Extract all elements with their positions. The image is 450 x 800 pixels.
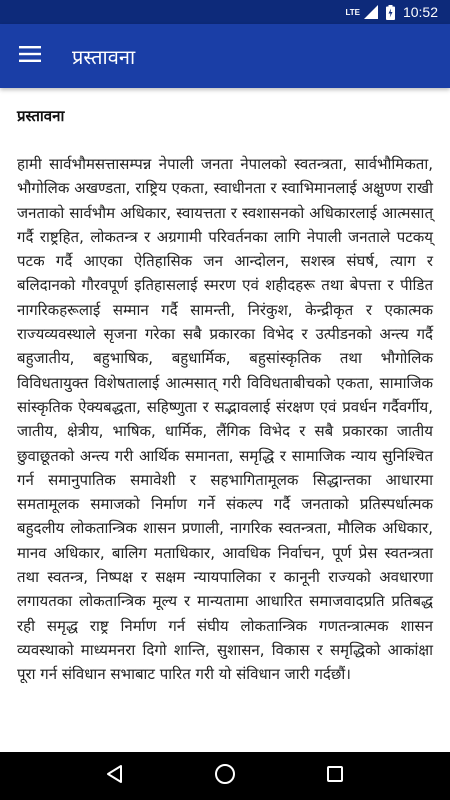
- preamble-text: हामी सार्वभौमसत्तासम्पन्न नेपाली जनता नेपालको स्वतन्त्रता, सार्वभौमिकता, भौगोलिक अखण्डता, राष्ट्रिय एकता, स्वाधीनता र स्वाभिमानलाई अक्षुण्ण राखी जनताको सार्वभौम अधिकार, स्वायत्तता र स्वशासनको अधिकारलाई आत्मसात् गर्दै राष्ट्रहित, लोकतन्त्र र अग्रगामी परिवर्तनका लागि नेपाली जनताले पटकय्‌ पटक गर्दै आएका ऐतिहासिक जन आन्दोलन, सशस्त्र संघर्ष, त्याग र बलिदानको गौरवपूर्ण इतिहासलाई स्मरण एवं शहीदहरू तथा बेपत्ता र पीडित नागरिकहरूलाई सम्मान गर्दै सामन्ती, निरंकुश, केन्द्रीकृत र एकात्मक राज्यव्यवस्थाले सृजना गरेका सबै प्रकारका विभेद र उत्पीडनको अन्त्य गर्दै बहुजातीय, बहुभाषिक, बहुधार्मिक, बहुसांस्कृतिक तथा भौगोलिक विविधतायुक्त विशेषतालाई आत्मसात् गरी विविधताबीचको एकता, सामाजिक सांस्कृतिक ऐक्यबद्धता, सहिष्णुता र सद्भावलाई संरक्षण एवं प्रवर्धन गर्दैवर्गीय, जातीय, क्षेत्रीय, भाषिक, धार्मिक, लैंगिक विभेद र सबै प्रकारका जातीय छुवाछूतको अन्त्य गरी आर्थिक समानता, समृद्धि र सामाजिक न्याय सुनिश्चित गर्न समानुपातिक समावेशी र सहभागितामूलक सिद्धान्तका आधारमा समतामूलक समाजको निर्माण गर्ने संकल्प गर्दै जनताको प्रतिस्पर्धात्मक बहुदलीय लोकतान्त्रिक शासन प्रणाली, नागरिक स्वतन्त्रता, मौलिक अधिकार, मानव अधिकार, बालिग मताधिकार, आवधिक निर्वाचन, पूर्ण प्रेस स्वतन्त्रता तथा स्वतन्त्र, निष्पक्ष र सक्षम न्यायपालिका र कानूनी राज्यको अवधारणा लगायतका लोकतान्त्रिक मूल्य र मान्यतामा आधारित समाजवादप्रति प्रतिबद्ध रही समृद्ध राष्ट्र निर्माण गर्न संघीय लोकतान्त्रिक गणतन्त्रात्मक शासन व्यवस्थाको माध्यमनरा दिगो शान्ति, सुशासन, विकास र समृद्धिको आकांक्षा पूरा गर्न संविधान सभाबाट पारित गरी यो संविधान जारी गर्दछौं।: [17, 155, 433, 684]
- home-button[interactable]: [201, 752, 249, 800]
- network-type: LTE: [345, 7, 360, 17]
- recents-button[interactable]: [311, 752, 359, 800]
- status-bar: [0, 0, 450, 24]
- home-circle-icon: [214, 763, 236, 789]
- app-bar: [0, 24, 450, 88]
- menu-button[interactable]: [0, 24, 60, 88]
- clock: 10:52: [402, 4, 438, 20]
- recents-square-icon: [326, 765, 344, 787]
- content-area[interactable]: [0, 88, 450, 760]
- section-heading: प्रस्तावना: [17, 107, 65, 125]
- page-title: प्रस्तावना: [72, 44, 136, 69]
- hamburger-menu-icon: [19, 46, 41, 66]
- back-button[interactable]: [91, 752, 139, 800]
- signal-icon: [364, 5, 378, 19]
- battery-icon: [386, 5, 395, 20]
- back-triangle-icon: [105, 764, 125, 788]
- navigation-bar: [0, 752, 450, 800]
